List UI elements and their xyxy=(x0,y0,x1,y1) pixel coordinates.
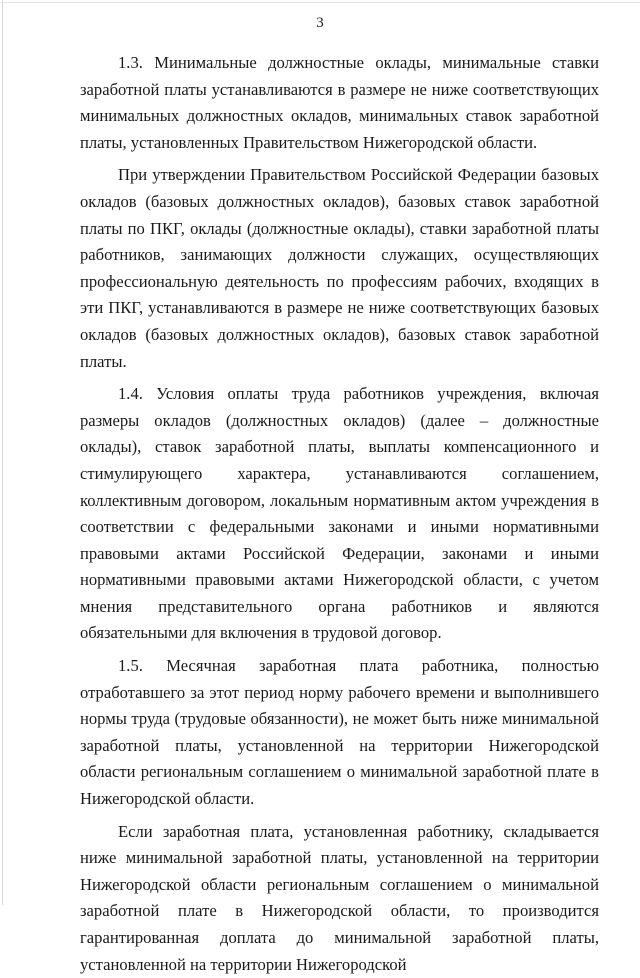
page-number: 3 xyxy=(316,15,324,31)
page-top-edge xyxy=(0,2,640,3)
page-left-edge xyxy=(2,0,3,905)
document-body xyxy=(80,50,599,978)
paragraph-guaranteed-supplement: Если заработная плата, установленная работнику, складывается ниже минимальной заработной платы, установленной на территории Нижегородской области региональным соглашением о минимальной заработной плате в Нижегородской области, то производится гарантированная доплата до минимальной заработной платы, установленной на территории Нижегородской xyxy=(80,821,599,974)
paragraph-1-5: 1.5. Месячная заработная плата работника, полностью отработавшего за этот период норму рабочего времени и выполнившего нормы труда (трудовые обязанности), не может быть ниже минимальной заработной платы, установленной на территории Нижегородской области региональным соглашением о минимальной заработной плате в Нижегородской области. xyxy=(80,656,599,809)
paragraph-base-salaries: При утверждении Правительством Российской Федерации базовых окладов (базовых должностных окладов), базовых ставок заработной платы по ПКГ, оклады (должностные оклады), ставки заработной платы работников, занимающих должности служащих, осуществляющих профессиональную деятельность по профессиям рабочих, входящих в эти ПКГ, устанавливаются в размере не ниже соответствующих базовых окладов (базовых должностных окладов), базовых ставок заработной платы. xyxy=(80,165,599,371)
paragraph-1-3: 1.3. Минимальные должностные оклады, минимальные ставки заработной платы устанавливаются в размере не ниже соответствующих минимальных должностных окладов, минимальных ставок заработной платы, установленных Правительством Нижегородской области. xyxy=(80,53,599,152)
paragraph-1-4: 1.4. Условия оплаты труда работников учреждения, включая размеры окладов (должностных окладов) (далее – должностные оклады), ставок заработной платы, выплаты компенсационного и стимулирующего характера, устанавливаются соглашением, коллективным договором, локальным нормативным актом учреждения в соответствии с федеральными законами и иными нормативными правовыми актами Российской Федерации, законами и иными нормативными правовыми актами Нижегородской области, с учетом мнения представительного органа работников и являются обязательными для включения в трудовой договор. xyxy=(80,384,599,643)
